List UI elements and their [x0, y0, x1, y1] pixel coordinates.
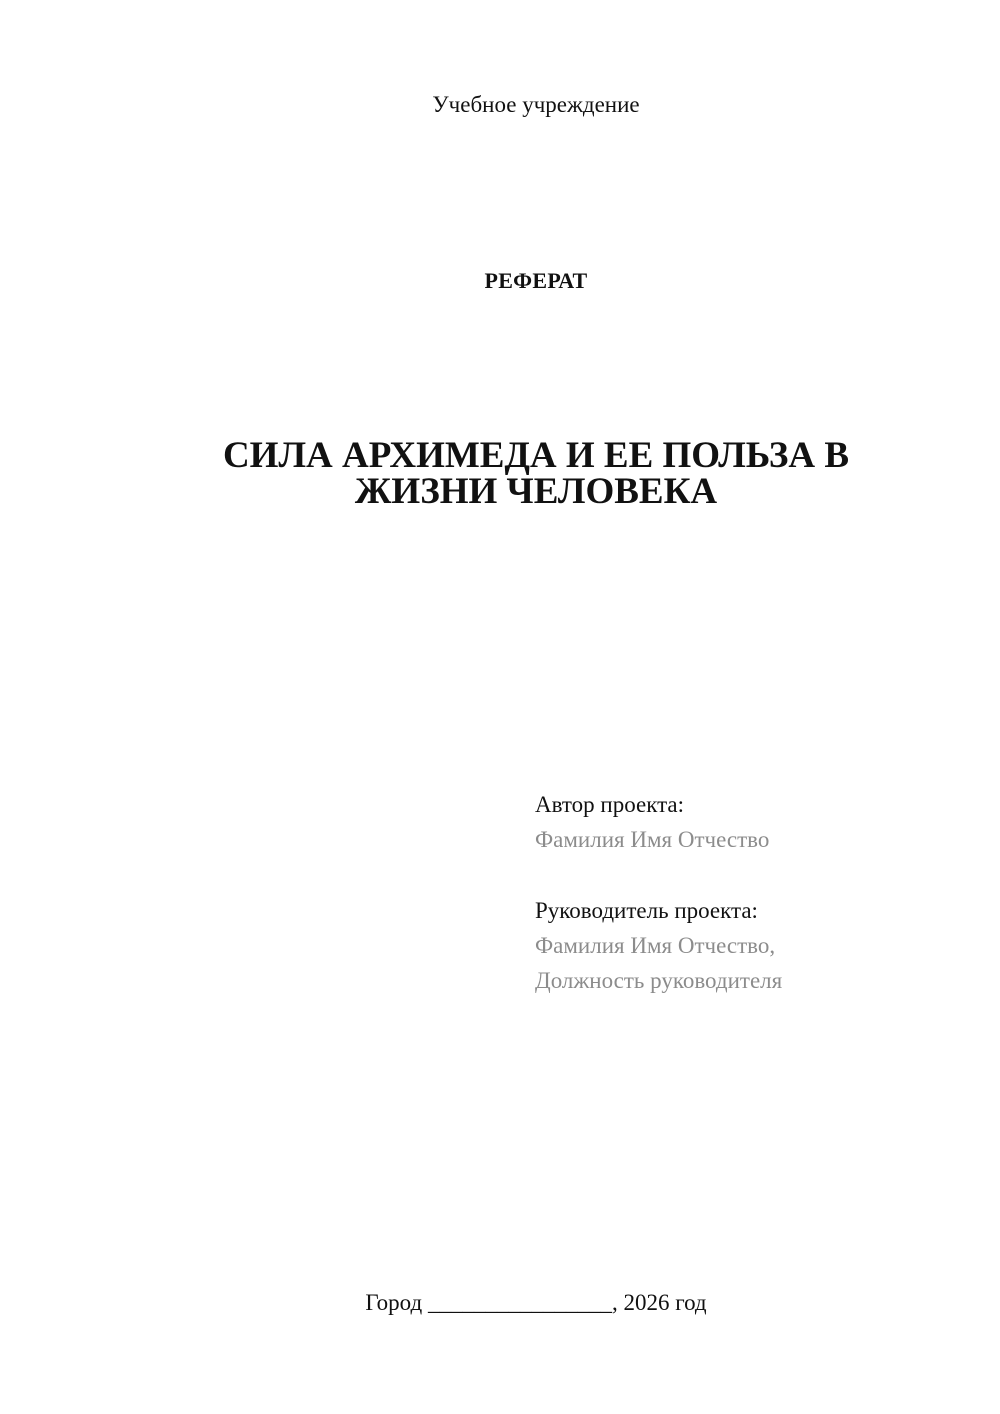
author-name: Фамилия Имя Отчество: [535, 827, 770, 852]
author-label: Автор проекта:: [535, 792, 684, 817]
supervisor-position: Должность руководителя: [535, 968, 783, 993]
document-title-line-1: СИЛА АРХИМЕДА И ЕЕ ПОЛЬЗА В: [222, 435, 850, 476]
city-year-line: Город ________________, 2026 год: [365, 1290, 707, 1315]
institution-name: Учебное учреждение: [432, 92, 640, 117]
document-type: РЕФЕРАТ: [484, 268, 588, 293]
document-title: [0, 435, 1000, 512]
supervisor-label: Руководитель проекта:: [535, 898, 758, 923]
supervisor-name: Фамилия Имя Отчество,: [535, 933, 776, 958]
document-title-line-2: ЖИЗНИ ЧЕЛОВЕКА: [354, 471, 718, 512]
